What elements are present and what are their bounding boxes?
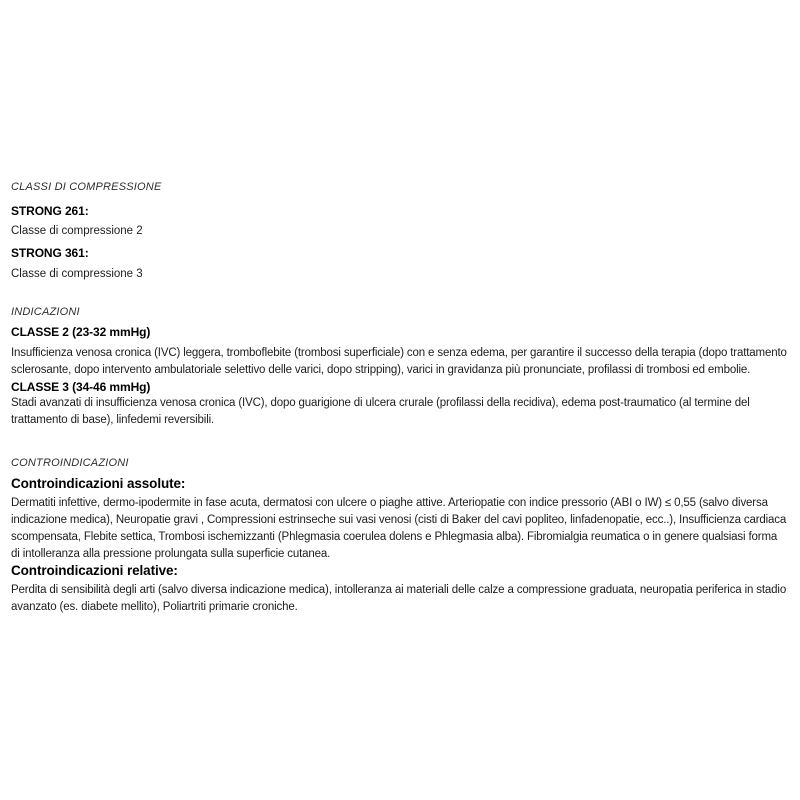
classe-3-label: CLASSE 3 (34-46 mmHg) xyxy=(11,380,151,394)
section-compression-classes xyxy=(11,180,788,282)
strong-261-label: STRONG 261: xyxy=(11,204,89,218)
strong-261-value: Classe di compressione 2 xyxy=(11,225,143,237)
absolute-contraindications-text: Dermatiti infettive, dermo-ipodermite in fase acuta, dermatosi con ulcere o piaghe attive. Arteriopatie con indice pressorio (ABI o IW) ≤ 0,55 (salvo diversa indicazione medica), Neuropatie gravi , Compressioni estrinseche sui vasi venosi (cisti di Baker del cavi popliteo, linfadenopatie, ecc..), Insufficienza cardiaca scompensata, Flebite settica, Trombosi ischemizzanti (Phlegmasia coerulea dolens e Phlegmasia alba). Fibromialgia reumatica o in genere qualsiasi forma di intolleranza alla pressione prolungata sulla superficie cutanea. xyxy=(11,497,787,560)
absolute-contraindications-label: Controindicazioni assolute: xyxy=(11,476,186,491)
compression-classes-heading: CLASSI DI COMPRESSIONE xyxy=(11,181,162,193)
strong-361-label: STRONG 361: xyxy=(11,246,89,260)
section-contraindications xyxy=(11,456,788,616)
section-indications xyxy=(11,305,788,429)
classe-3-text: Stadi avanzati di insufficienza venosa cronica (IVC), dopo guarigione di ulcera crurale (profilassi della recidiva), edema post-traumatico (al termine del trattamento di base), linfedemi reversibili. xyxy=(11,397,750,426)
relative-contraindications-label: Controindicazioni relative: xyxy=(11,563,178,578)
strong-361-value: Classe di compressione 3 xyxy=(11,268,143,280)
indications-heading: INDICAZIONI xyxy=(11,306,80,318)
contraindications-heading: CONTROINDICAZIONI xyxy=(11,457,129,469)
relative-contraindications-text: Perdita di sensibilità degli arti (salvo diversa indicazione medica), intolleranza ai materiali delle calze a compressione graduata, neuropatia periferica in stadio avanzato (es. diabete mellito), Poliartriti primarie croniche. xyxy=(11,584,787,613)
classe-2-text: Insufficienza venosa cronica (IVC) leggera, tromboflebite (trombosi superficiale) con e senza edema, per garantire il successo della terapia (dopo trattamento sclerosante, dopo intervento ambulatoriale selettivo delle varici, dopo stripping), varici in gravidanza più pronunciate, profilassi di trombosi ed embolie. xyxy=(11,347,787,376)
classe-2-label: CLASSE 2 (23-32 mmHg) xyxy=(11,325,151,339)
